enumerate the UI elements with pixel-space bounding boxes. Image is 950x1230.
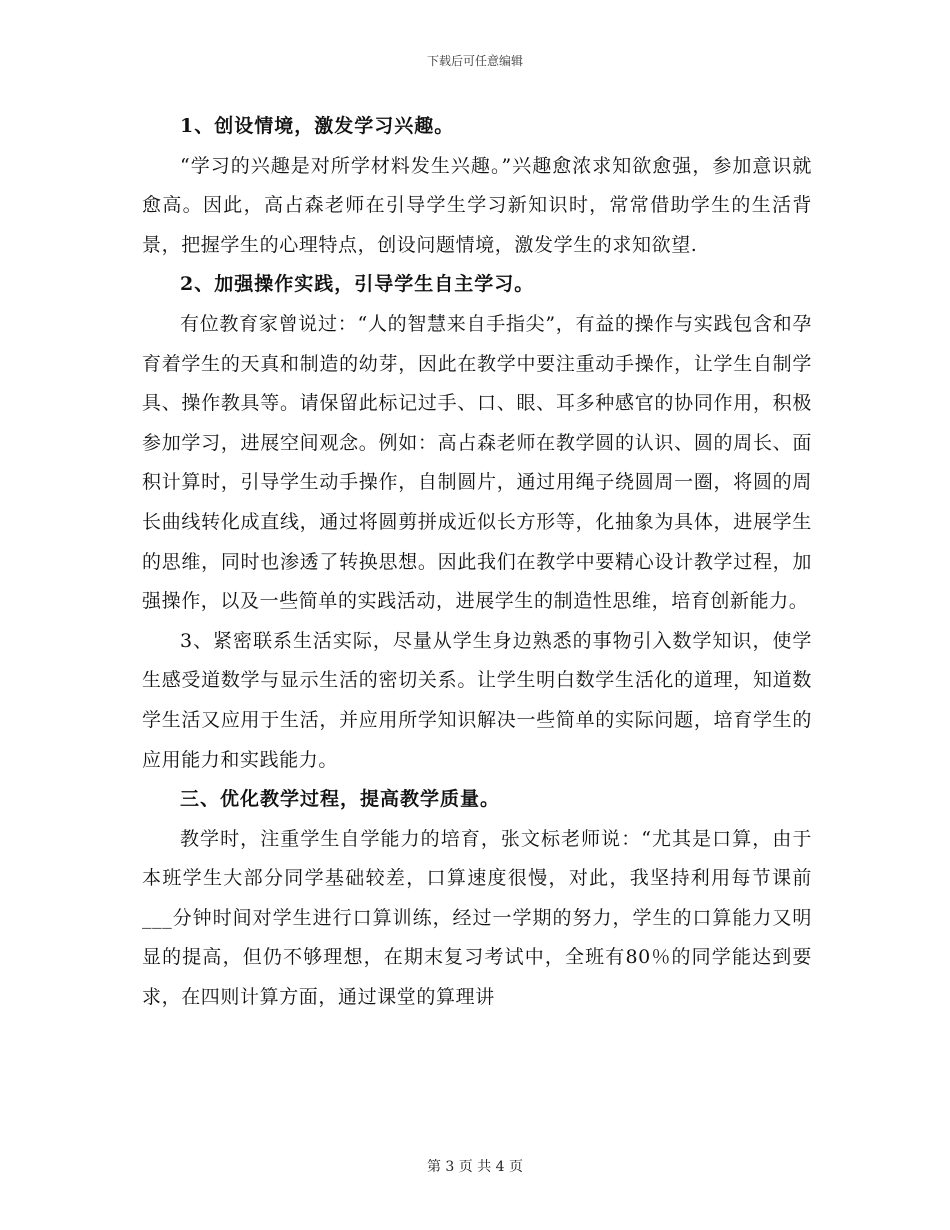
page-number: 第 3 页 共 4 页 xyxy=(426,1159,524,1175)
section-heading-3: 三、优化教学过程，提高教学质量。 xyxy=(180,788,501,811)
paragraph-practice: 有位教育家曾说过：“人的智慧来自手指尖”，有益的操作与实践包含和孕育着学生的天真和制造的幼芽，因此在教学中要注重动手操作，让学生自制学具、操作教具等。请保留此标记过手、口、眼、耳多种感官的协同作用，积极参加学习，进展空间观念。例如：高占森老师在教学圆的认识、圆的周长、面积计算时，引导学生动手操作，自制圆片，通过用绳子绕圆周一圈，将圆的周长曲线转化成直线，通过将圆剪拼成近似长方形等，化抽象为具体，进展学生的思维，同时也渗透了转换思想。因此我们在教学中要精心设计教学过程，加强操作，以及一些简单的实践活动，进展学生的制造性思维，培育创新能力。 xyxy=(142,312,812,613)
header-note: 下载后可任意编辑 xyxy=(426,54,523,68)
section-heading-2: 2、加强操作实践，引导学生自主学习。 xyxy=(180,273,535,296)
paragraph-teaching: 教学时，注重学生自学能力的培育，张文标老师说：“尤其是口算，由于本班学生大部分同学基础较差，口算速度很慢，对此，我坚持利用每节课前___分钟时间对学生进行口算训练，经过一学期的努力，学生的口算能力又明显的提高，但仍不够理想，在期末复习考试中，全班有80％的同学能达到要求，在四则计算方面，通过课堂的算理讲 xyxy=(142,827,812,1009)
section-heading-1: 1、创设情境，激发学习兴趣。 xyxy=(180,115,455,137)
paragraph-real-life: 3、紧密联系生活实际，尽量从学生身边熟悉的事物引入数学知识，使学生感受道数学与显示生活的密切关系。让学生明白数学生活化的道理，知道数学生活又应用于生活，并应用所学知识解决一些简单的实际问题，培育学生的应用能力和实践能力。 xyxy=(142,629,812,771)
document-body xyxy=(142,107,812,1018)
paragraph-interest: “学习的兴趣是对所学材料发生兴趣。”兴趣愈浓求知欲愈强，参加意识就愈高。因此，高占森老师在引导学生学习新知识时，常常借助学生的生活背景，把握学生的心理特点，创设问题情境，激发学生的求知欲望. xyxy=(142,154,812,256)
